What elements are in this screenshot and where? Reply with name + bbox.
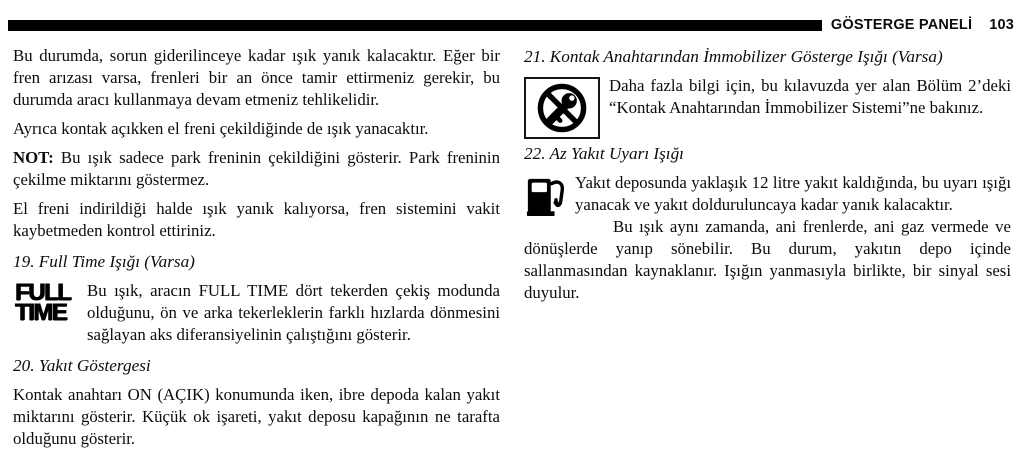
heading-22: 22. Az Yakıt Uyarı Işığı: [524, 144, 684, 163]
heading-20: 20. Yakıt Göstergesi: [13, 356, 151, 375]
header-label: [831, 17, 1014, 33]
header-rule: [8, 20, 822, 31]
paragraph: El freni indirildiği halde ışık yanık kalıyorsa, fren sistemini vakit kaybetmeden kontrol ettiriniz.: [13, 199, 500, 240]
paragraph: Daha fazla bilgi için, bu kılavuzda yer alan Bölüm 2’deki “Kontak Anahtarından İmmobilizer Sistemi”ne bakınız.: [609, 76, 1011, 117]
immobilizer-key-prohibited-icon: [524, 77, 600, 139]
full-time-section: [13, 280, 500, 346]
right-column: [524, 45, 1011, 450]
paragraph: Bu ışık, aracın FULL TIME dört tekerden çekiş modunda olduğunu, ön ve arka tekerleklerin farklı hızlarda dönmesini sağlayan aks diferansiyelinin çalıştığını gösterir.: [87, 281, 500, 344]
two-column-body: [13, 45, 1011, 450]
left-column: [13, 45, 500, 450]
paragraph: Ayrıca kontak açıkken el freni çekildiğinde de ışık yanacaktır.: [13, 119, 429, 138]
section-title: GÖSTERGE PANELİ: [830, 17, 973, 33]
badge-line: TIME: [15, 298, 67, 326]
note-label: NOT:: [13, 148, 54, 167]
note-paragraph: [13, 147, 500, 191]
fuel-pump-icon: [526, 175, 566, 217]
note-text: Bu ışık sadece park freninin çekildiğini gösterir. Park freninin çekilme miktarını göstermez.: [13, 148, 500, 189]
paragraph: Bu durumda, sorun giderilinceye kadar ışık yanık kalacaktır. Eğer bir fren arızası varsa, frenleri bir an önce tamir ettirmeniz gerekir, bu durumda aracı kullanmaya devam etmeniz tehlikelidir.: [13, 46, 500, 109]
low-fuel-section: [524, 172, 1011, 304]
paragraph: Kontak anahtarı ON (AÇIK) konumunda iken, ibre depoda kalan yakıt miktarını gösterir. Küçük ok işareti, yakıt deposu kapağının ne tarafta olduğunu gösterir.: [13, 385, 500, 448]
page-number: 103: [989, 17, 1014, 33]
page-header: [8, 17, 1014, 33]
immobilizer-section: [524, 75, 1011, 119]
full-time-badge-icon: [15, 279, 79, 349]
badge-line: FULL: [15, 279, 71, 306]
heading-21: 21. Kontak Anahtarından İmmobilizer Gösterge Işığı (Varsa): [524, 47, 943, 66]
heading-19: 19. Full Time Işığı (Varsa): [13, 252, 195, 271]
paragraph: Yakıt deposunda yaklaşık 12 litre yakıt kaldığında, bu uyarı ışığı yanacak ve yakıt dolduruluncaya kadar yanık kalacaktır.: [575, 173, 1011, 214]
paragraph: Bu ışık aynı zamanda, ani frenlerde, ani gaz vermede ve dönüşlerde yanıp sönebilir. Bu durum, yakıtın depo içinde sallanmasından kaynaklanır. Işığın yanmasıyla birlikte, bir sinyal sesi duyulur.: [524, 217, 1011, 302]
